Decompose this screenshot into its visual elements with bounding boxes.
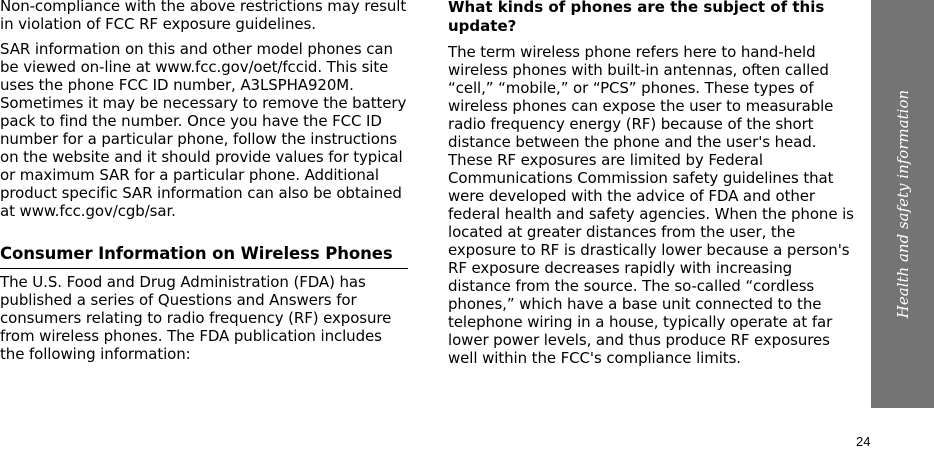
section-heading: Consumer Information on Wireless Phones xyxy=(0,244,393,263)
body-paragraph: The U.S. Food and Drug Administration (FDA) has published a series of Questions and Answers for consumers relating to radio frequency (RF) exposure from wireless phones. The FDA publication includes the following information: xyxy=(0,273,392,363)
question-heading: What kinds of phones are the subject of this update? xyxy=(448,0,825,35)
body-paragraph: SAR information on this and other model phones can be viewed on-line at www.fcc.gov/oet/fccid. This site uses the phone FCC ID number, A3LSPHA920M. Sometimes it may be necessary to remove the battery pack to find the number. Once you have the FCC ID number for a particular phone, follow the instructions on the website and it should provide values for typical or maximum SAR for a particular phone. Additional product specific SAR information can also be obtained at www.fcc.gov/cgb/sar. xyxy=(0,40,407,220)
body-paragraph: Non-compliance with the above restrictions may result in violation of FCC RF exposure guidelines. xyxy=(0,0,407,33)
page-number: 24 xyxy=(856,434,871,449)
heading-divider xyxy=(0,268,408,269)
chapter-tab-label: Health and safety information xyxy=(893,89,912,319)
chapter-side-tab xyxy=(871,0,934,408)
body-paragraph: The term wireless phone refers here to hand-held wireless phones with built-in antennas, often called “cell,” “mobile,” or “PCS” phones. These types of wireless phones can expose the user to measurable radio frequency energy (RF) because of the short distance between the phone and the user's head. These RF exposures are limited by Federal Communications Commission safety guidelines that were developed with the advice of FDA and other federal health and safety agencies. When the phone is located at greater distances from the user, the exposure to RF is drastically lower because a person's RF exposure decreases rapidly with increasing distance from the source. The so-called “cordless phones,” which have a base unit connected to the telephone wiring in a house, typically operate at far lower power levels, and thus produce RF exposures well within the FCC's compliance limits. xyxy=(448,43,854,367)
